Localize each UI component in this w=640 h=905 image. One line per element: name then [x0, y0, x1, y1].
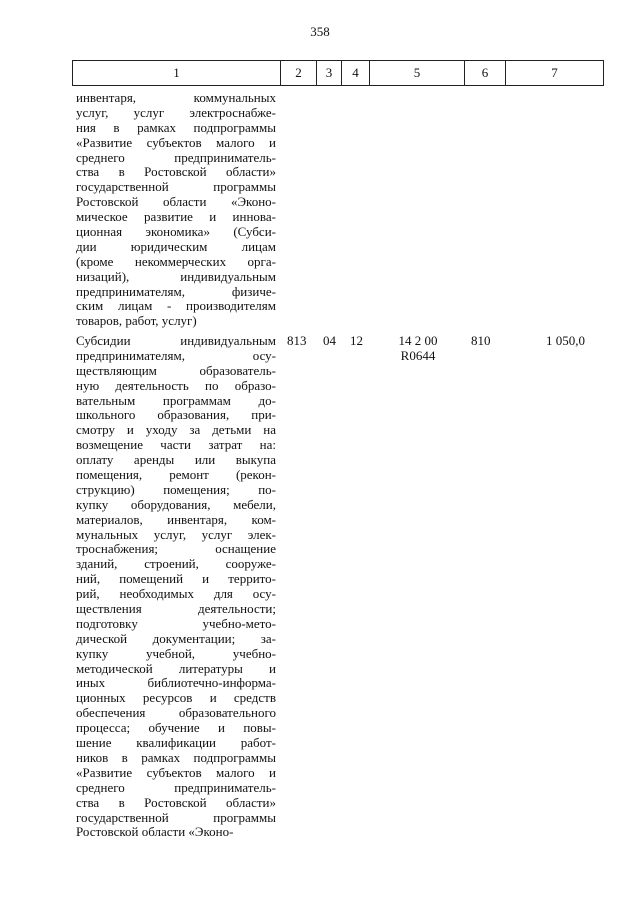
- text-line: «Развитие субъектов малого и: [76, 765, 276, 780]
- text-line: школьного образования, при-: [76, 408, 276, 423]
- text-line: дической документации; за-: [76, 631, 276, 646]
- page-number: 358: [310, 24, 330, 39]
- text-line: среднего предприниматель-: [76, 150, 276, 165]
- text-line: процесса; обучение и повы-: [76, 721, 276, 736]
- text-line: вательным программам до-: [76, 393, 276, 408]
- text-line: дии юридическим лицам: [76, 239, 276, 254]
- text-line: Ростовской области «Эконо-: [76, 825, 234, 840]
- text-line: ства в Ростовской области»: [76, 795, 276, 810]
- text-line: низаций), индивидуальным: [76, 269, 276, 284]
- cell-pr: 12: [350, 333, 363, 348]
- text-line: товаров, работ, услуг): [76, 314, 197, 329]
- text-line: «Развитие субъектов малого и: [76, 135, 276, 150]
- cell-rz: 04: [323, 333, 336, 348]
- text-line: купку оборудования, мебели,: [76, 497, 276, 512]
- text-line: предпринимателям, физиче-: [76, 284, 276, 299]
- text-line: предпринимателям, осу-: [76, 348, 276, 363]
- text-line: смотру и уходу за детьми на: [76, 423, 276, 438]
- text-line: Ростовской области «Эконо-: [76, 195, 276, 210]
- text-line: ства в Ростовской области»: [76, 165, 276, 180]
- column-header-3: 3: [317, 61, 342, 86]
- text-line: возмещение части затрат на:: [76, 438, 276, 453]
- column-header-row: [72, 60, 604, 86]
- text-line: материалов, инвентаря, ком-: [76, 512, 276, 527]
- text-line: оплату аренды или выкупа: [76, 453, 276, 468]
- text-line: Субсидии индивидуальным: [76, 334, 276, 348]
- text-line: ния в рамках подпрограммы: [76, 120, 276, 135]
- column-header-2: 2: [281, 61, 317, 86]
- text-line: ционная экономика» (Субси-: [76, 225, 276, 240]
- row-description-continued: [76, 91, 276, 329]
- column-header-4: 4: [342, 61, 370, 86]
- text-line: помещения, ремонт (рекон-: [76, 468, 276, 483]
- cell-sum: 1 050,0: [546, 333, 585, 348]
- text-line: струкцию) помещения; по-: [76, 482, 276, 497]
- text-line: рий, необходимых для осу-: [76, 587, 276, 602]
- column-header-6: 6: [465, 61, 506, 86]
- text-line: мунальных услуг, услуг элек-: [76, 527, 276, 542]
- text-line: (кроме некоммерческих орга-: [76, 254, 276, 269]
- text-line: методической литературы и: [76, 661, 276, 676]
- text-line: зданий, строений, сооруже-: [76, 557, 276, 572]
- text-line: ществляющим образователь-: [76, 363, 276, 378]
- cell-csr-line2: R0644: [400, 347, 436, 363]
- text-line: мическое развитие и иннова-: [76, 210, 276, 225]
- text-line: инвентаря, коммунальных: [76, 91, 276, 105]
- text-line: ную деятельность по образо-: [76, 378, 276, 393]
- cell-vr: 810: [471, 333, 491, 348]
- text-line: среднего предприниматель-: [76, 780, 276, 795]
- text-line: ционных ресурсов и средств: [76, 691, 276, 706]
- text-line: ским лицам - производителям: [76, 299, 276, 314]
- text-line: иных библиотечно-информа-: [76, 676, 276, 691]
- text-line: ществления деятельности;: [76, 602, 276, 617]
- text-line: государственной программы: [76, 810, 276, 825]
- cell-csr: [396, 334, 440, 364]
- text-line: государственной программы: [76, 180, 276, 195]
- column-header-5: 5: [370, 61, 465, 86]
- text-line: ников в рамках подпрограммы: [76, 750, 276, 765]
- cell-csr-line1: 14 2 00: [398, 333, 438, 348]
- text-line: шение квалификации работ-: [76, 736, 276, 751]
- column-header-1: 1: [73, 61, 281, 86]
- text-line: подготовку учебно-мето-: [76, 616, 276, 631]
- text-line: троснабжения; оснащение: [76, 542, 276, 557]
- text-line: обеспечения образовательного: [76, 706, 276, 721]
- row-description-subsidies: [76, 334, 276, 840]
- text-line: услуг, услуг электроснабже-: [76, 105, 276, 120]
- text-line: ний, помещений и террито-: [76, 572, 276, 587]
- column-header-7: 7: [506, 61, 604, 86]
- text-line: купку учебной, учебно-: [76, 646, 276, 661]
- cell-ved: 813: [287, 333, 307, 348]
